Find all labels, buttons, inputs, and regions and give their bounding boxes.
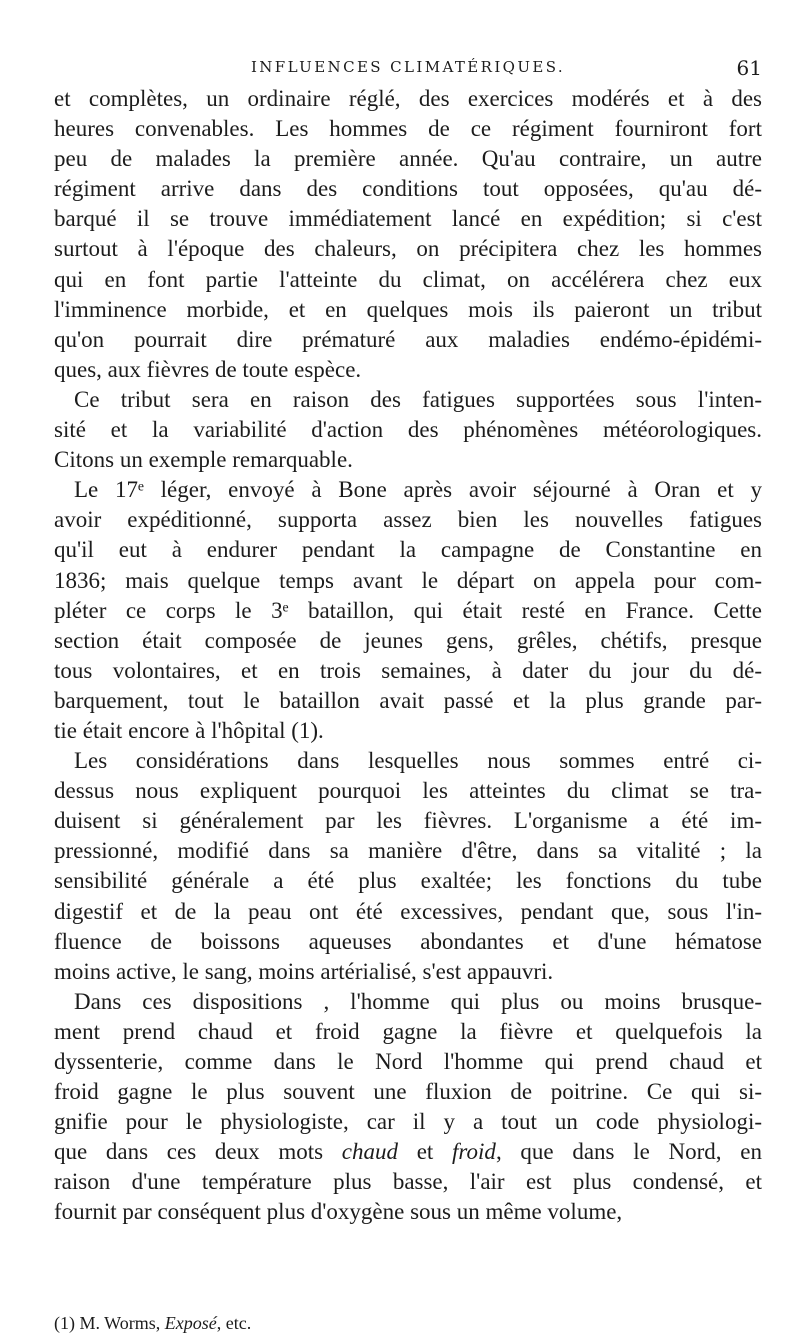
- running-title: INFLUENCES CLIMATÉRIQUES.: [250, 58, 566, 76]
- line-fragment: que dans ces deux mots: [54, 1139, 342, 1165]
- text-line: Le 17ᵉ léger, envoyé à Bone après avoir séjourné à Oran et y: [74, 477, 762, 503]
- page-number: 61: [736, 56, 762, 80]
- text-line: avoir expéditionné, supporta assez bien les nouvelles fatigues: [54, 507, 762, 533]
- text-line: moins active, le sang, moins artérialisé, s'est appauvri.: [54, 958, 554, 984]
- text-line: peu de malades la première année. Qu'au contraire, un autre: [54, 146, 762, 172]
- text-line: dessus nous expliquent pourquoi les atteintes du climat se tra-: [54, 778, 762, 804]
- text-line: gnifie pour le physiologiste, car il y a tout un code physiologi-: [54, 1109, 762, 1135]
- text-line: qu'il eut à endurer pendant la campagne de Constantine en: [54, 537, 762, 563]
- text-line: fournit par conséquent plus d'oxygène sous un même volume,: [54, 1199, 623, 1225]
- text-line: froid gagne le plus souvent une fluxion de poitrine. Ce qui si-: [54, 1079, 762, 1105]
- footnote-rest: , etc.: [216, 1313, 252, 1333]
- line-fragment: , que dans le Nord, en: [495, 1139, 762, 1165]
- text-line: duisent si généralement par les fièvres. L'organisme a été im-: [54, 808, 762, 834]
- page-header: [54, 58, 762, 84]
- text-line: fluence de boissons aqueuses abondantes et d'une hématose: [54, 928, 762, 954]
- text-line: digestif et de la peau ont été excessives, pendant que, sous l'in-: [54, 898, 762, 924]
- text-line-with-italics: [54, 1137, 762, 1167]
- text-line: Les considérations dans lesquelles nous sommes entré ci-: [74, 748, 762, 774]
- text-line: sensibilité générale a été plus exaltée; les fonctions du tube: [54, 868, 762, 894]
- text-line: 1836; mais quelque temps avant le départ on appela pour com-: [54, 567, 762, 593]
- footnote-author: M. Worms,: [79, 1313, 165, 1333]
- text-line: Citons un exemple remarquable.: [54, 447, 353, 473]
- italic-word: froid: [452, 1139, 496, 1165]
- text-line: ques, aux fièvres de toute espèce.: [54, 356, 362, 382]
- text-line: régiment arrive dans des conditions tout opposées, qu'au dé-: [54, 176, 762, 202]
- text-line: section était composée de jeunes gens, grêles, chétifs, presque: [54, 627, 762, 653]
- line-fragment: et: [398, 1139, 453, 1165]
- text-line: Ce tribut sera en raison des fatigues supportées sous l'inten-: [74, 386, 762, 412]
- footnote: [54, 1313, 251, 1334]
- body-text: [54, 84, 762, 1228]
- footnote-title: Exposé: [164, 1313, 217, 1333]
- text-line: qui en font partie l'atteinte du climat, on accélérera chez eux: [54, 266, 762, 292]
- text-line: dyssenterie, comme dans le Nord l'homme qui prend chaud et: [54, 1049, 762, 1074]
- footnote-marker: (1): [54, 1313, 75, 1333]
- text-line: barqué il se trouve immédiatement lancé en expédition; si c'est: [54, 206, 762, 232]
- text-line: et complètes, un ordinaire réglé, des exercices modérés et à des: [54, 86, 762, 111]
- text-line: pléter ce corps le 3ᵉ bataillon, qui était resté en France. Cette: [54, 597, 762, 623]
- text-line: tie était encore à l'hôpital (1).: [54, 717, 324, 743]
- text-line: barquement, tout le bataillon avait passé et la plus grande par-: [54, 687, 762, 713]
- text-line: Dans ces dispositions , l'homme qui plus ou moins brusque-: [74, 988, 762, 1014]
- text-line: tous volontaires, et en trois semaines, à dater du jour du dé-: [54, 657, 762, 683]
- text-line: pressionné, modifié dans sa manière d'être, dans sa vitalité ; la: [54, 838, 762, 864]
- text-line: ment prend chaud et froid gagne la fièvre et quelquefois la: [54, 1018, 762, 1044]
- italic-word: chaud: [341, 1139, 398, 1165]
- text-line: surtout à l'époque des chaleurs, on précipitera chez les hommes: [54, 236, 762, 262]
- text-line: qu'on pourrait dire prématuré aux maladies endémo-épidémi-: [54, 326, 762, 352]
- text-line: l'imminence morbide, et en quelques mois ils paieront un tribut: [54, 296, 762, 322]
- text-line: heures convenables. Les hommes de ce régiment fourniront fort: [54, 116, 762, 142]
- text-line: sité et la variabilité d'action des phénomènes météorologiques.: [54, 417, 762, 443]
- text-line: raison d'une température plus basse, l'air est plus condensé, et: [54, 1169, 762, 1195]
